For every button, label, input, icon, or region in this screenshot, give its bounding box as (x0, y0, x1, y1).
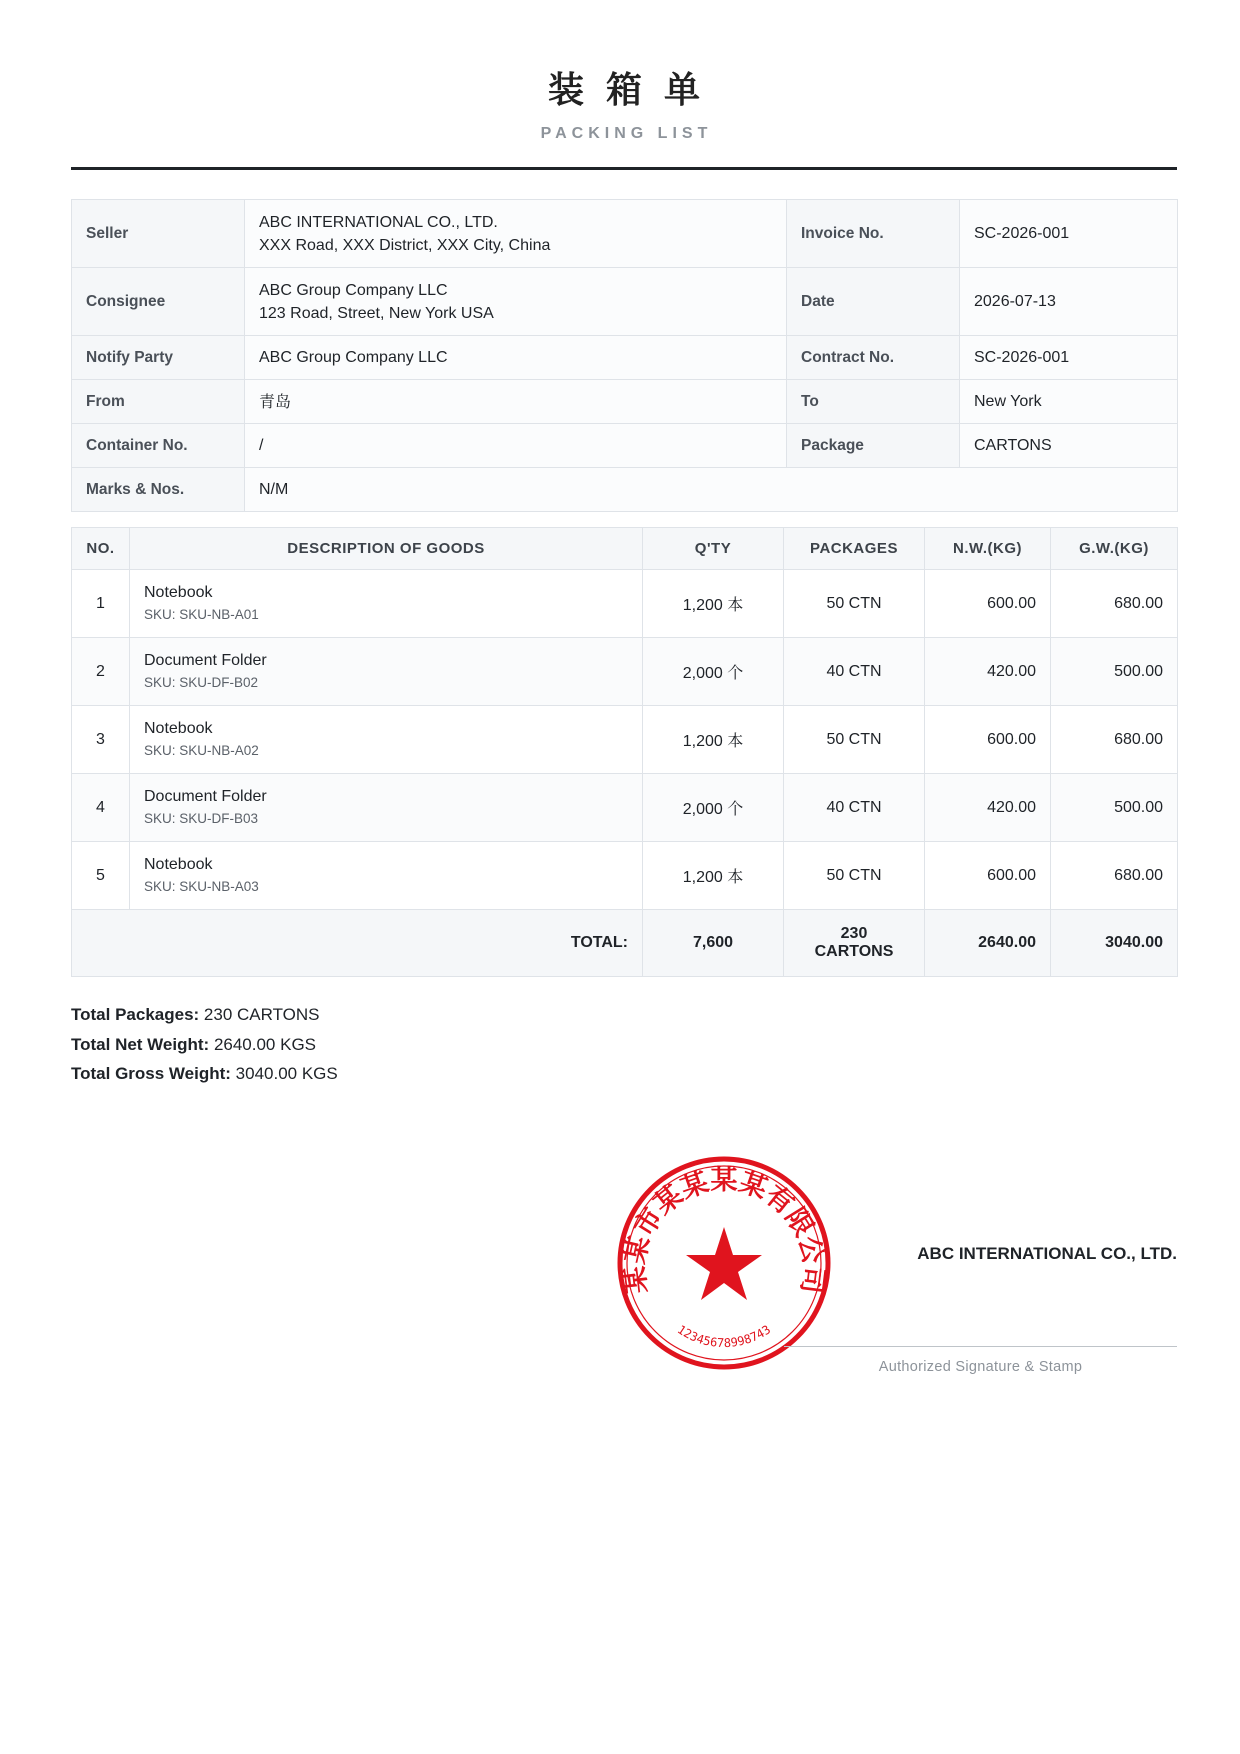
row-gross-weight: 680.00 (1051, 706, 1178, 774)
consignee-label: Consignee (72, 268, 245, 336)
row-packages: 50 CTN (784, 706, 925, 774)
item-sku: SKU: SKU-NB-A03 (144, 878, 259, 894)
item-sku: SKU: SKU-NB-A01 (144, 606, 259, 622)
total-packages-count: 230 (840, 925, 868, 942)
star-icon (686, 1227, 762, 1300)
package-label: Package (787, 424, 960, 468)
table-row (72, 774, 1178, 842)
from-value: 青岛 (245, 380, 787, 424)
title-divider (71, 167, 1177, 170)
row-description (130, 570, 643, 638)
total-row (72, 910, 1178, 977)
contract-label: Contract No. (787, 336, 960, 380)
table-row (72, 570, 1178, 638)
document-title-cn: 装箱单 (547, 70, 722, 111)
goods-header-row (72, 528, 1178, 570)
item-sku: SKU: SKU-NB-A02 (144, 742, 259, 758)
row-net-weight: 600.00 (925, 706, 1051, 774)
row-net-weight: 600.00 (925, 842, 1051, 910)
row-packages: 40 CTN (784, 774, 925, 842)
total-gross-weight: 3040.00 (1051, 910, 1178, 977)
col-header-packages: PACKAGES (784, 528, 925, 570)
seller-address: XXX Road, XXX District, XXX City, China (259, 236, 551, 254)
summary-packages-value: 230 CARTONS (203, 1005, 320, 1024)
summary-net-weight (71, 1030, 338, 1060)
info-row-route (72, 380, 1178, 424)
total-packages-unit: CARTONS (814, 943, 894, 960)
col-header-qty: Q'TY (643, 528, 784, 570)
stamp-arc-text: 某某市某某某某有限公司 (619, 1165, 829, 1296)
item-name: Notebook (144, 583, 213, 601)
col-header-net-weight: N.W.(KG) (925, 528, 1051, 570)
row-qty: 2,000 个 (643, 774, 784, 842)
row-description (130, 774, 643, 842)
notify-label: Notify Party (72, 336, 245, 380)
invoice-value: SC-2026-001 (960, 200, 1178, 268)
marks-label: Marks & Nos. (72, 468, 245, 512)
info-row-seller (72, 200, 1178, 268)
row-net-weight: 420.00 (925, 638, 1051, 706)
marks-value: N/M (245, 468, 1178, 512)
date-value: 2026-07-13 (960, 268, 1178, 336)
summary-gross-value: 3040.00 KGS (235, 1064, 338, 1083)
row-gross-weight: 680.00 (1051, 570, 1178, 638)
shipment-info-table (71, 199, 1178, 512)
row-no: 1 (72, 570, 130, 638)
row-qty: 1,200 本 (643, 706, 784, 774)
row-packages: 40 CTN (784, 638, 925, 706)
date-label: Date (787, 268, 960, 336)
row-packages: 50 CTN (784, 842, 925, 910)
seller-name: ABC INTERNATIONAL CO., LTD. (259, 213, 498, 231)
row-no: 4 (72, 774, 130, 842)
item-name: Notebook (144, 855, 213, 873)
info-row-container (72, 424, 1178, 468)
col-header-gross-weight: G.W.(KG) (1051, 528, 1178, 570)
row-packages: 50 CTN (784, 570, 925, 638)
row-description (130, 842, 643, 910)
item-sku: SKU: SKU-DF-B02 (144, 674, 259, 690)
contract-value: SC-2026-001 (960, 336, 1178, 380)
summary-net-value: 2640.00 KGS (213, 1034, 317, 1054)
goods-table (71, 527, 1178, 977)
row-no: 3 (72, 706, 130, 774)
info-row-marks (72, 468, 1178, 512)
row-gross-weight: 680.00 (1051, 842, 1178, 910)
table-row (72, 842, 1178, 910)
row-qty: 2,000 个 (643, 638, 784, 706)
seller-value (245, 200, 787, 268)
table-row (72, 706, 1178, 774)
item-sku: SKU: SKU-DF-B03 (144, 810, 259, 826)
item-name: Document Folder (144, 787, 267, 805)
package-value: CARTONS (960, 424, 1178, 468)
summary-gross-weight (71, 1059, 338, 1089)
consignee-address: 123 Road, Street, New York USA (259, 304, 494, 322)
row-qty: 1,200 本 (643, 570, 784, 638)
to-value: New York (960, 380, 1178, 424)
table-row (72, 638, 1178, 706)
col-header-no: NO. (72, 528, 130, 570)
row-net-weight: 420.00 (925, 774, 1051, 842)
stamp-serial-number: 12345678998743 (674, 1322, 774, 1351)
seller-label: Seller (72, 200, 245, 268)
invoice-label: Invoice No. (787, 200, 960, 268)
signature-caption: Authorized Signature & Stamp (878, 1359, 1083, 1375)
summary-packages-label: Total Packages: (71, 1005, 200, 1024)
total-label: TOTAL: (72, 910, 643, 977)
item-name: Notebook (144, 719, 213, 737)
signatory-company: ABC INTERNATIONAL CO., LTD. (917, 1244, 1177, 1263)
to-label: To (787, 380, 960, 424)
container-value: / (245, 424, 787, 468)
signature-line (784, 1346, 1177, 1347)
total-qty: 7,600 (643, 910, 784, 977)
row-no: 2 (72, 638, 130, 706)
summary-packages (71, 1000, 338, 1030)
item-name: Document Folder (144, 651, 267, 669)
col-header-description: DESCRIPTION OF GOODS (130, 528, 643, 570)
notify-value: ABC Group Company LLC (245, 336, 787, 380)
info-row-notify (72, 336, 1178, 380)
totals-summary (71, 1000, 338, 1089)
summary-net-label: Total Net Weight: (71, 1034, 210, 1054)
row-gross-weight: 500.00 (1051, 638, 1178, 706)
total-net-weight: 2640.00 (925, 910, 1051, 977)
company-seal-stamp (616, 1155, 832, 1371)
row-description (130, 706, 643, 774)
container-label: Container No. (72, 424, 245, 468)
row-qty: 1,200 本 (643, 842, 784, 910)
consignee-value (245, 268, 787, 336)
row-description (130, 638, 643, 706)
row-net-weight: 600.00 (925, 570, 1051, 638)
info-row-consignee (72, 268, 1178, 336)
row-gross-weight: 500.00 (1051, 774, 1178, 842)
document-title-en: PACKING LIST (540, 125, 713, 142)
total-packages (784, 910, 925, 977)
from-label: From (72, 380, 245, 424)
consignee-name: ABC Group Company LLC (259, 281, 448, 299)
row-no: 5 (72, 842, 130, 910)
summary-gross-label: Total Gross Weight: (71, 1064, 231, 1083)
